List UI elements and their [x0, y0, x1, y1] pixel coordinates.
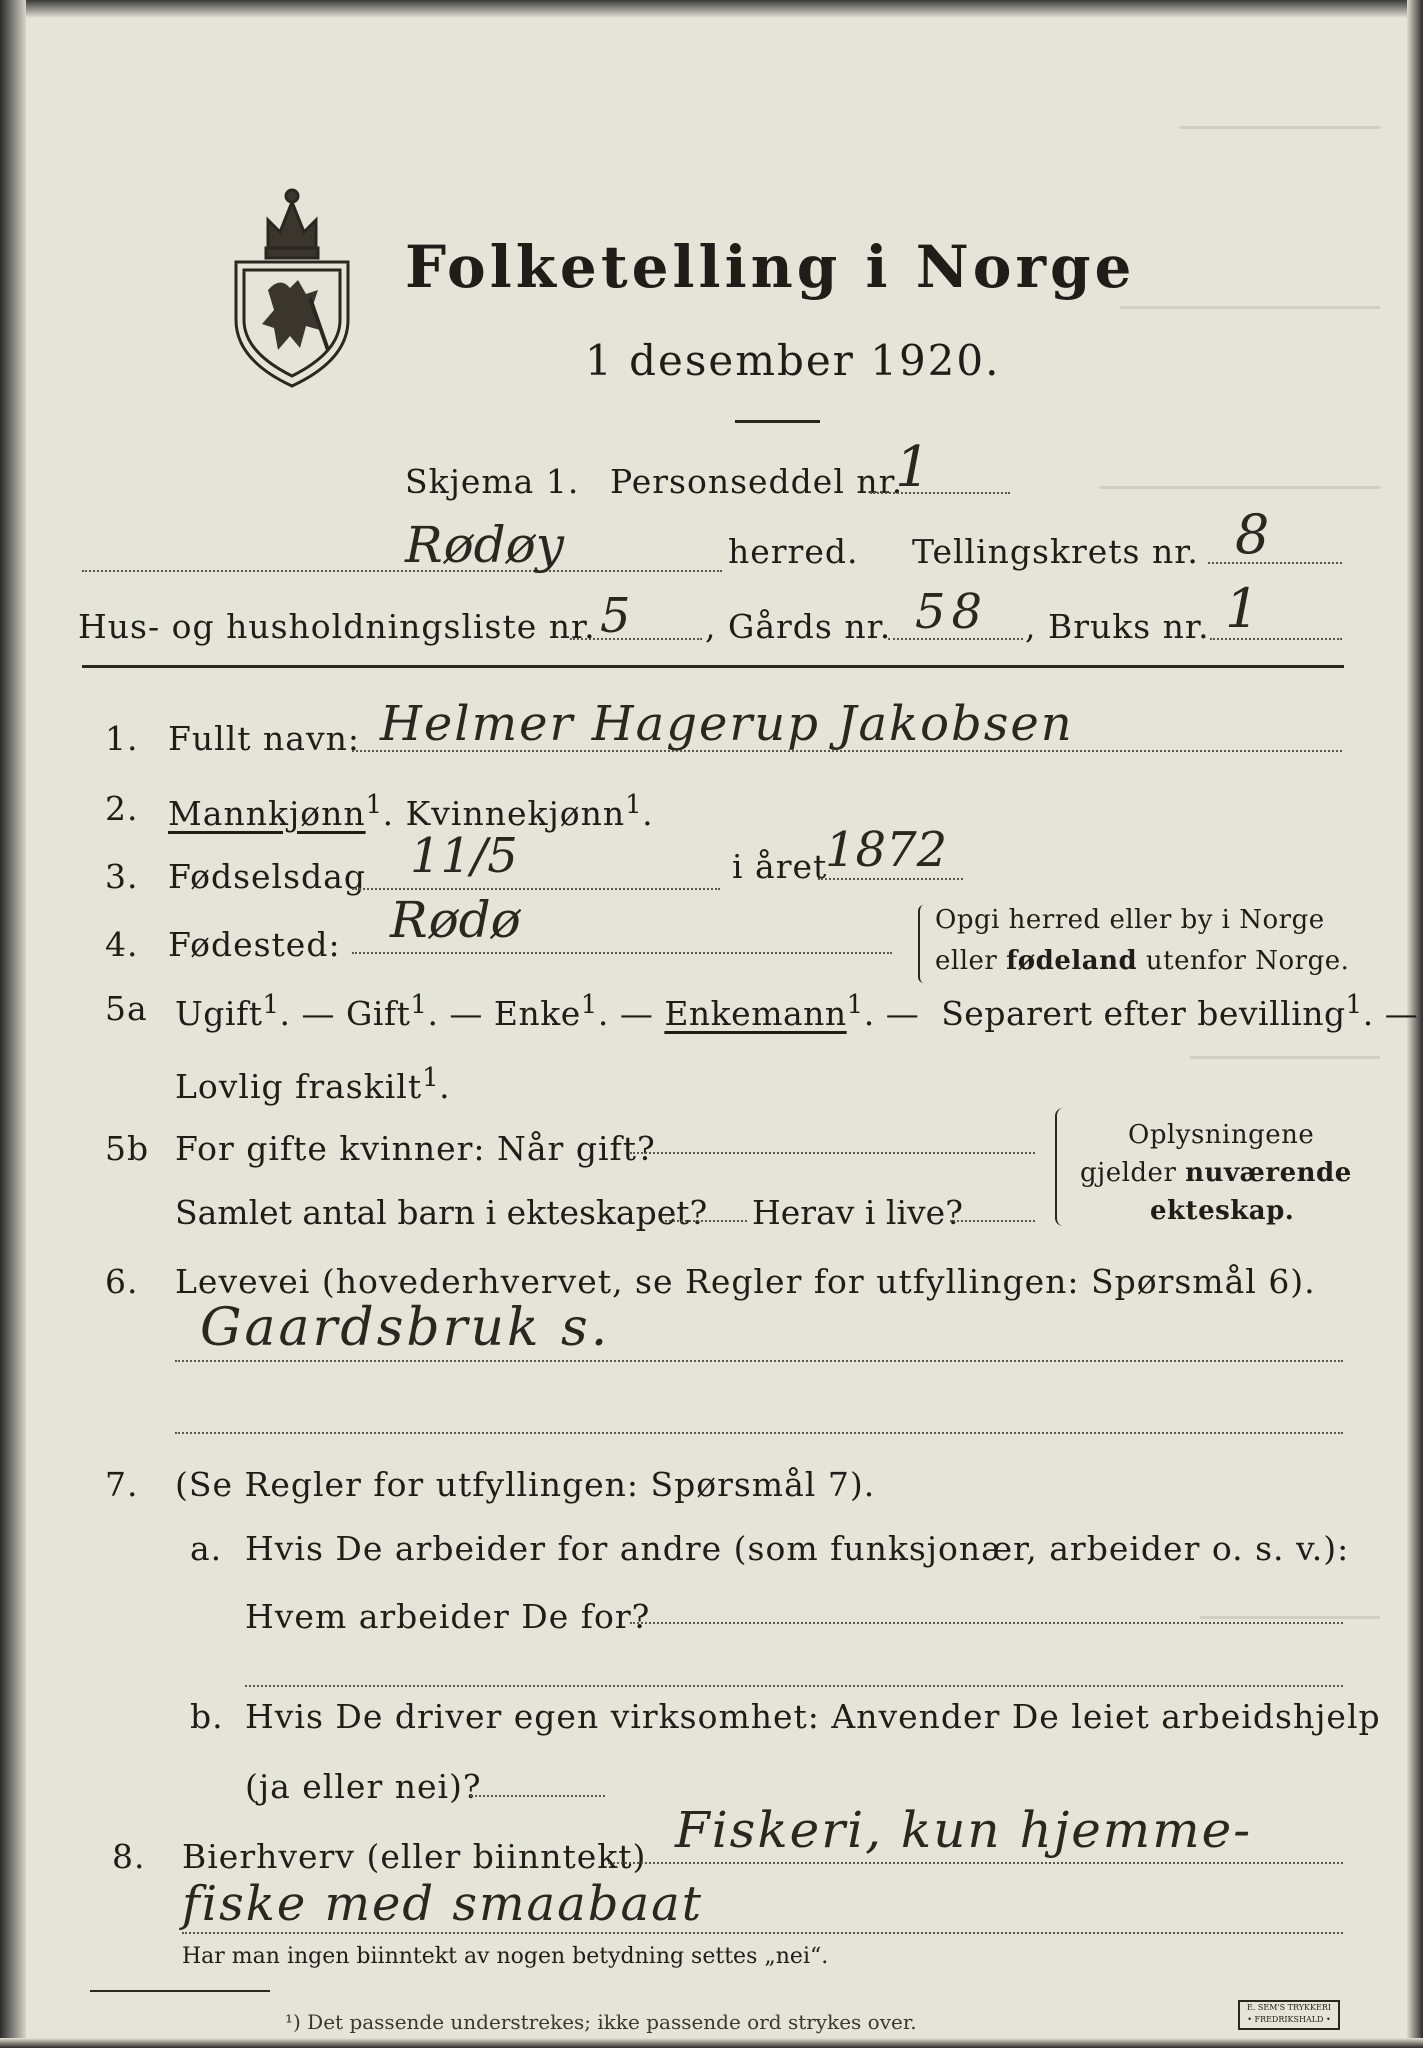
employer-line-2 [245, 1685, 1343, 1687]
q4-number: 4. [105, 925, 139, 964]
side-income-note: Har man ingen biinntekt av nogen betydning settes „nei“. [182, 1944, 829, 1969]
mannkjonn-option[interactable]: Mannkjønn [168, 794, 366, 833]
marriage-note-2: gjelder nuværende [1080, 1158, 1352, 1188]
footnote-rule [90, 1990, 270, 1992]
q3-number: 3. [105, 857, 139, 896]
gift-option[interactable]: Gift [346, 994, 411, 1033]
q2-number: 2. [105, 789, 139, 828]
side-income-line-1 [608, 1862, 1343, 1864]
q1-number: 1. [105, 719, 139, 758]
q7a-label: Hvis De arbeider for andre (som funksjonær, arbeider o. s. v.): [245, 1529, 1350, 1568]
q5b-number: 5b [105, 1129, 150, 1168]
printer-name: E. SEM'S TRYKKERI [1246, 2003, 1332, 2012]
birthplace-note-2: eller fødeland utenfor Norge. [935, 946, 1350, 976]
q6-label: Levevei (hovederhvervet, se Regler for utfyllingen: Spørsmål 6). [175, 1262, 1316, 1301]
q7b-letter: b. [190, 1697, 224, 1736]
children-line [665, 1220, 747, 1222]
side-income-value-2[interactable]: fiske med smaabaat [182, 1876, 704, 1932]
q2-options: Mannkjønn$^1$. Kvinnekjønn$^1$. [168, 790, 654, 833]
tellingskrets-line [1208, 562, 1342, 564]
fraskilt-row: Lovlig fraskilt$^1$. [175, 1063, 451, 1106]
bleed-through-mark [1190, 1050, 1380, 1059]
marital-status-options: Ugift$^1$. — Gift$^1$. — Enke$^1$. — Enkemann$^1$. — Separert efter bevilling$^1$. — [175, 990, 1419, 1033]
tellingskrets-value[interactable]: 8 [1235, 503, 1270, 566]
census-date: 1 desember 1920. [585, 336, 1001, 385]
separert-option[interactable]: Separert efter bevilling [941, 994, 1346, 1033]
enke-option[interactable]: Enke [493, 994, 581, 1033]
bleed-through-mark [1120, 300, 1380, 309]
norwegian-coat-of-arms-icon [228, 180, 356, 390]
full-name-value[interactable]: Helmer Hagerup Jakobsen [380, 696, 1074, 752]
q7a-letter: a. [190, 1529, 223, 1568]
kvinnekjonn-option[interactable]: Kvinnekjønn [405, 794, 626, 833]
hired-help-label: (ja eller nei)? [245, 1767, 482, 1806]
skjema-label: Skjema 1. [405, 462, 580, 501]
birthday-value[interactable]: 11/5 [410, 828, 518, 884]
q4-label: Fødested: [168, 925, 341, 964]
side-income-value-1[interactable]: Fiskeri, kun hjemme- [675, 1801, 1253, 1859]
herred-value[interactable]: Rødøy [405, 516, 565, 574]
gards-value[interactable]: 58 [915, 584, 989, 640]
q1-label: Fullt navn: [168, 719, 360, 758]
employer-line [630, 1622, 1343, 1624]
printer-stamp [1238, 2000, 1340, 2030]
scan-edge-bottom [0, 2038, 1423, 2048]
employer-label: Hvem arbeider De for? [245, 1597, 651, 1636]
alive-label: Herav i live? [752, 1193, 963, 1232]
tellingskrets-label: Tellingskrets nr. [912, 532, 1199, 571]
bleed-through-mark [1180, 120, 1380, 129]
brace-left [918, 905, 928, 983]
personseddel-line [870, 492, 1010, 494]
q3-label: Fødselsdag [168, 857, 366, 896]
enkemann-option[interactable]: Enkemann [664, 994, 847, 1033]
scan-edge-top [0, 0, 1423, 18]
birth-year-value[interactable]: 1872 [825, 822, 948, 878]
printer-city: • FREDRIKSHALD • [1247, 2015, 1331, 2024]
bruks-value[interactable]: 1 [1225, 577, 1260, 640]
herred-line [82, 570, 722, 572]
birthplace-line [352, 952, 892, 954]
alive-line [950, 1220, 1035, 1222]
header-rule [82, 665, 1344, 668]
title-divider [735, 420, 820, 423]
hus-value[interactable]: 5 [600, 588, 631, 644]
side-income-line-2 [182, 1932, 1343, 1934]
birth-year-label: i året [732, 847, 828, 886]
hired-help-line [470, 1795, 605, 1797]
brace-right [1055, 1108, 1067, 1226]
occupation-value[interactable]: Gaardsbruk s. [200, 1298, 611, 1358]
ugift-option[interactable]: Ugift [175, 994, 263, 1033]
bleed-through-mark [1200, 1610, 1380, 1619]
marriage-note-3: ekteskap. [1150, 1196, 1295, 1226]
q7-label: (Se Regler for utfyllingen: Spørsmål 7). [175, 1465, 876, 1504]
birthday-line [352, 888, 720, 890]
scan-edge-left [0, 0, 26, 2048]
q7b-label: Hvis De driver egen virksomhet: Anvender De leiet arbeidshjelp [245, 1697, 1381, 1736]
footnote-text: ¹) Det passende understrekes; ikke passende ord strykes over. [285, 2010, 917, 2034]
herred-label: herred. [728, 532, 859, 571]
personseddel-label: Personseddel nr. [610, 462, 904, 501]
q7-number: 7. [105, 1465, 139, 1504]
q6-number: 6. [105, 1262, 139, 1301]
occupation-line-1 [175, 1360, 1343, 1362]
marriage-note-1: Oplysningene [1128, 1120, 1315, 1150]
bruks-label: , Bruks nr. [1025, 607, 1210, 646]
personseddel-value[interactable]: 1 [895, 435, 931, 500]
birthplace-value[interactable]: Rødø [390, 891, 521, 949]
children-label: Samlet antal barn i ekteskapet? [175, 1193, 708, 1232]
birthplace-note-1: Opgi herred eller by i Norge [935, 905, 1325, 935]
married-date-line [630, 1152, 1035, 1154]
occupation-line-2 [175, 1432, 1343, 1434]
bleed-through-mark [1100, 480, 1380, 489]
q5b-label: For gifte kvinner: Når gift? [175, 1129, 656, 1168]
fraskilt-option[interactable]: Lovlig fraskilt [175, 1067, 423, 1106]
hus-label: Hus- og husholdningsliste nr. [78, 607, 596, 646]
q8-label: Bierhverv (eller biinntekt) [182, 1837, 647, 1876]
birth-year-line [818, 878, 963, 880]
hus-line [570, 638, 702, 640]
form-title: Folketelling i Norge [405, 233, 1136, 301]
gards-label: , Gårds nr. [705, 607, 892, 646]
q8-number: 8. [112, 1837, 146, 1876]
q5a-number: 5a [105, 989, 148, 1028]
